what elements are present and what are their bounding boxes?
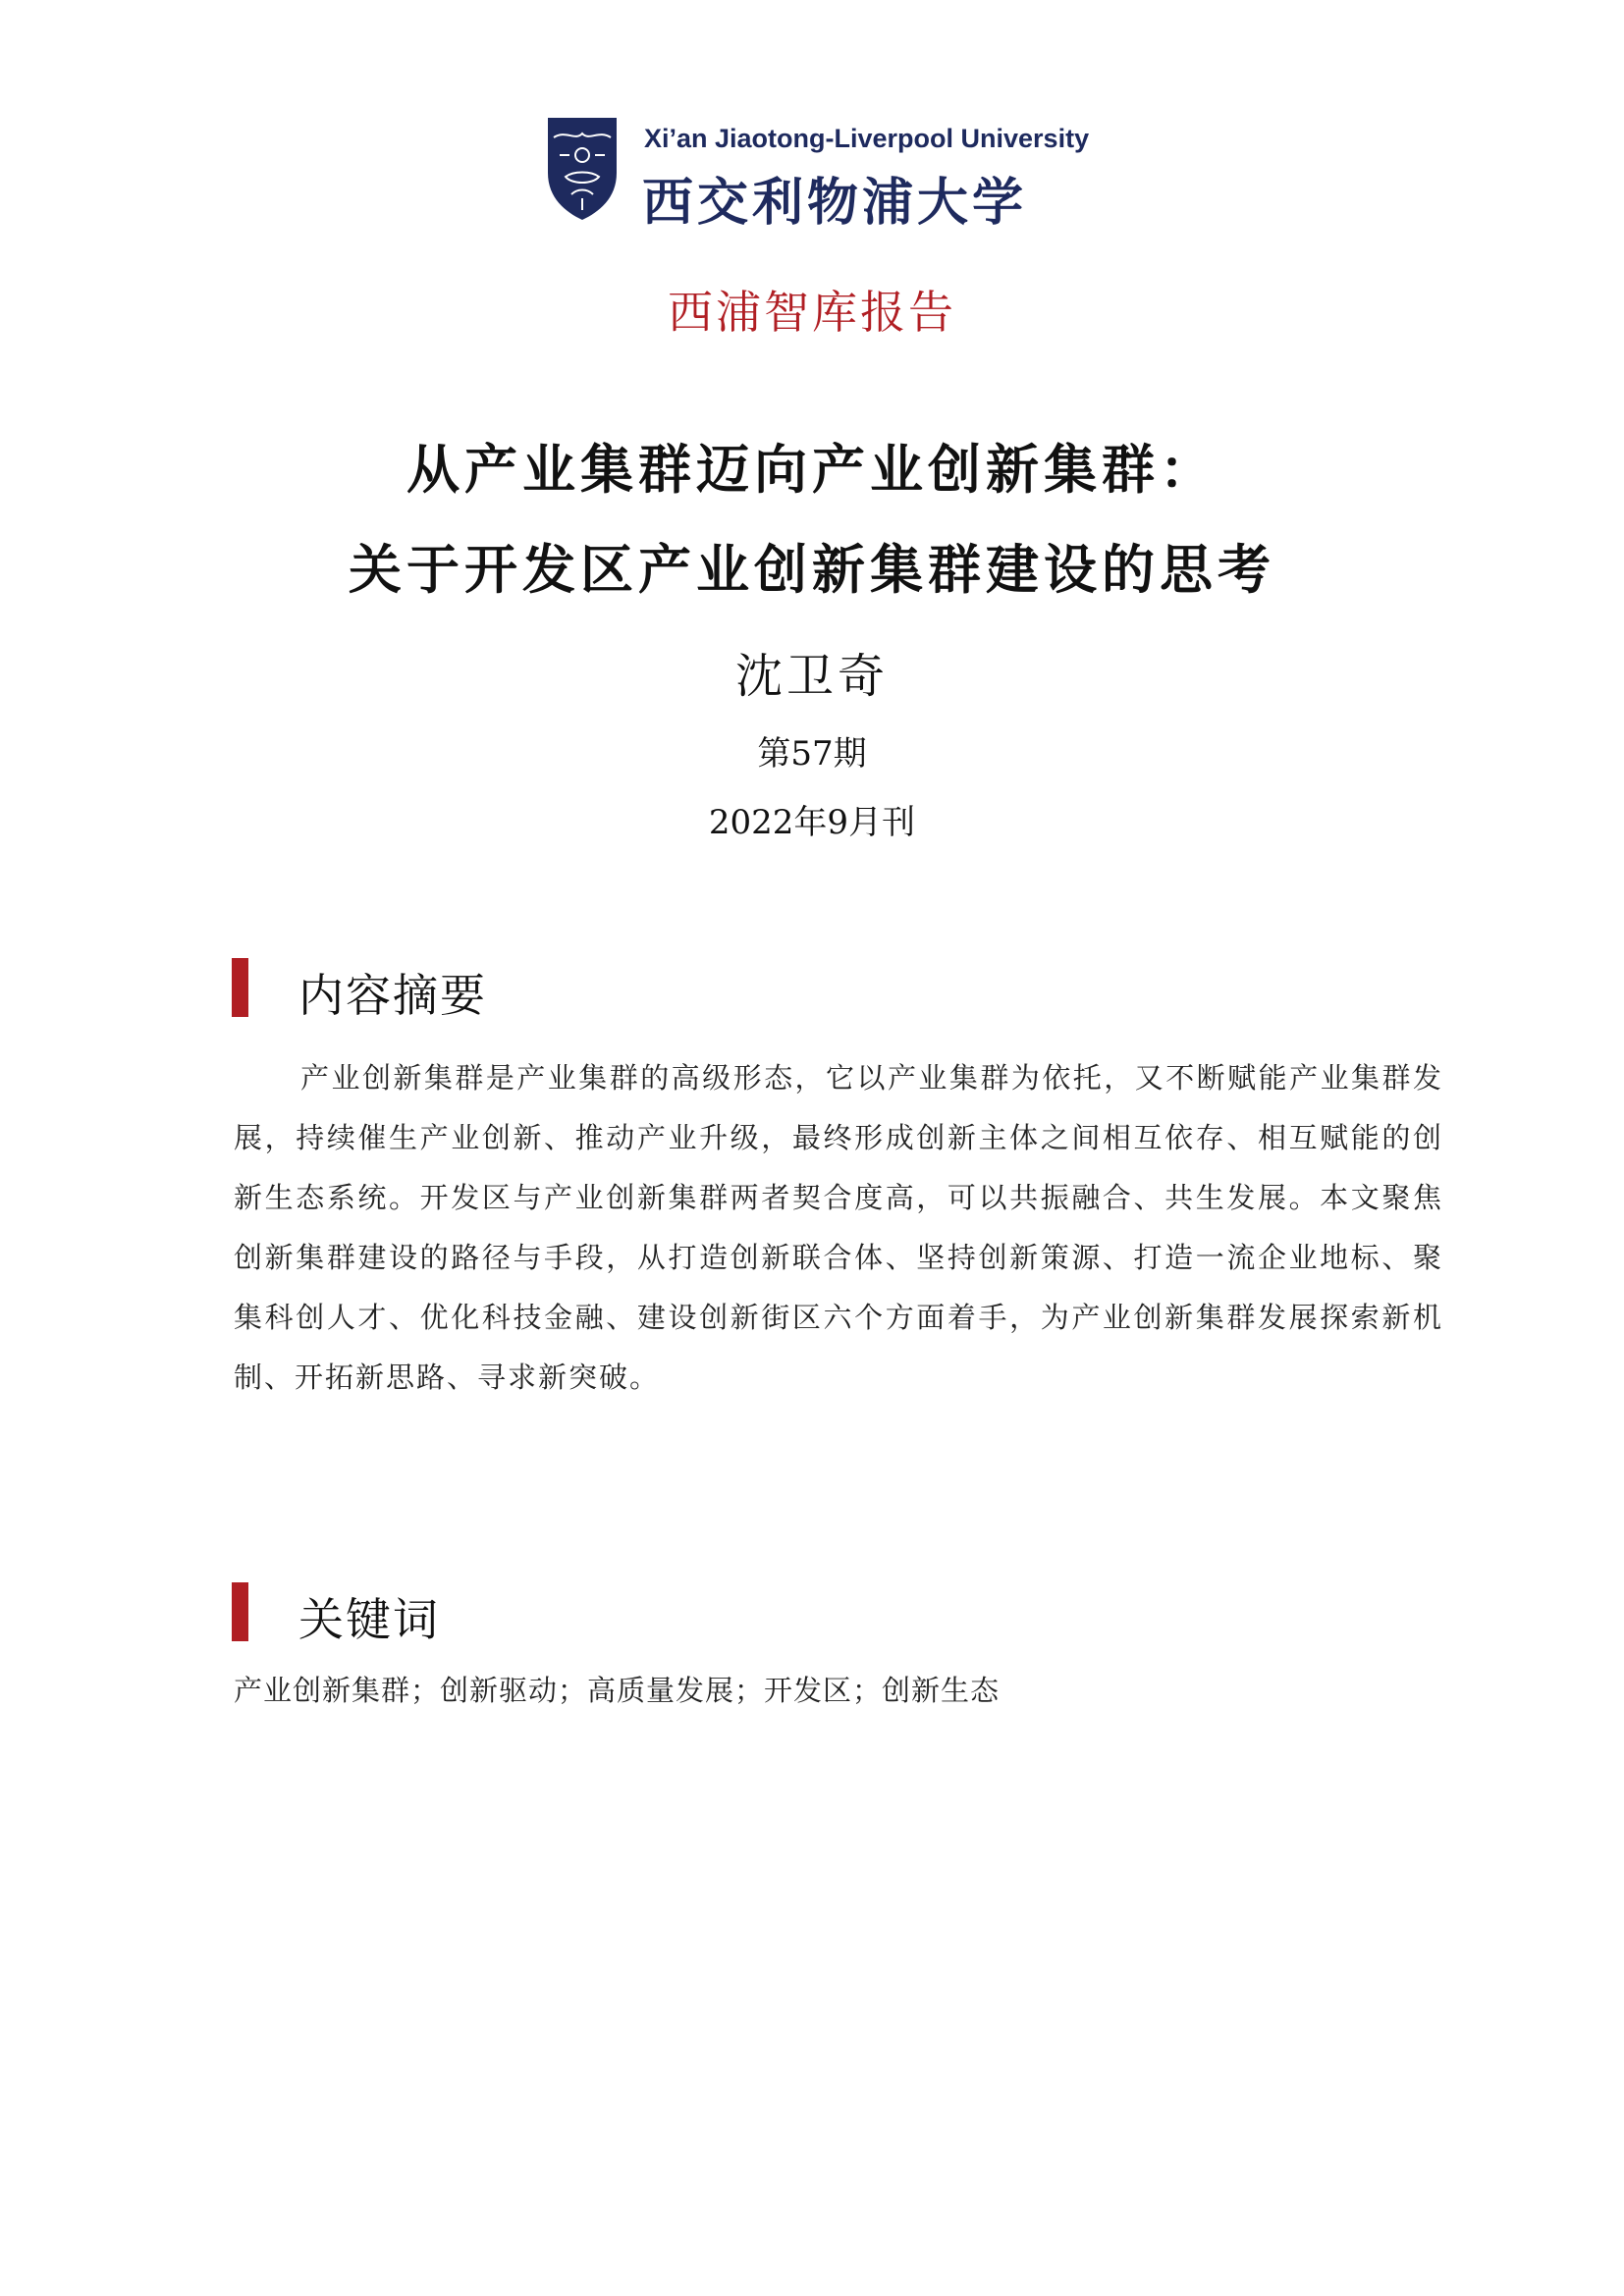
section-marker-bar bbox=[232, 1582, 248, 1641]
section-marker-bar bbox=[232, 958, 248, 1017]
university-crest-icon bbox=[546, 116, 619, 222]
report-series: 西浦智库报告 bbox=[668, 286, 956, 339]
report-title-line1: 从产业集群迈向产业创新集群： bbox=[406, 438, 1218, 501]
university-logo bbox=[546, 116, 1096, 233]
report-author: 沈卫奇 bbox=[734, 649, 889, 704]
keywords-heading: 关键词 bbox=[298, 1593, 440, 1646]
logo-name-zh: 西交利物浦大学 bbox=[642, 174, 1028, 233]
abstract-heading: 内容摘要 bbox=[298, 969, 487, 1022]
report-issue: 第57期 bbox=[757, 734, 867, 774]
report-title-line2: 关于开发区产业创新集群建设的思考 bbox=[349, 538, 1275, 601]
logo-name-en: Xi’an Jiaotong-Liverpool University bbox=[644, 124, 1090, 153]
report-date: 2022年9月刊 bbox=[708, 803, 916, 842]
abstract-text: 产业创新集群是产业集群的高级形态，它以产业集群为依托，又不断赋能产业集群发展，持续催生产业创新、推动产业升级，最终形成创新主体之间相互依存、相互赋能的创新生态系统。开发区与产业创新集群两者契合度高，可以共振融合、共生发展。本文聚焦创新集群建设的路径与手段，从打造创新联合体、坚持创新策源、打造一流企业地标、聚集科创人才、优化科技金融、建设创新街区六个方面着手，为产业创新集群发展探索新机制、开拓新思路、寻求新突破。 bbox=[234, 1061, 1443, 1394]
keywords-text: 产业创新集群；创新驱动；高质量发展；开发区；创新生态 bbox=[234, 1674, 1001, 1707]
